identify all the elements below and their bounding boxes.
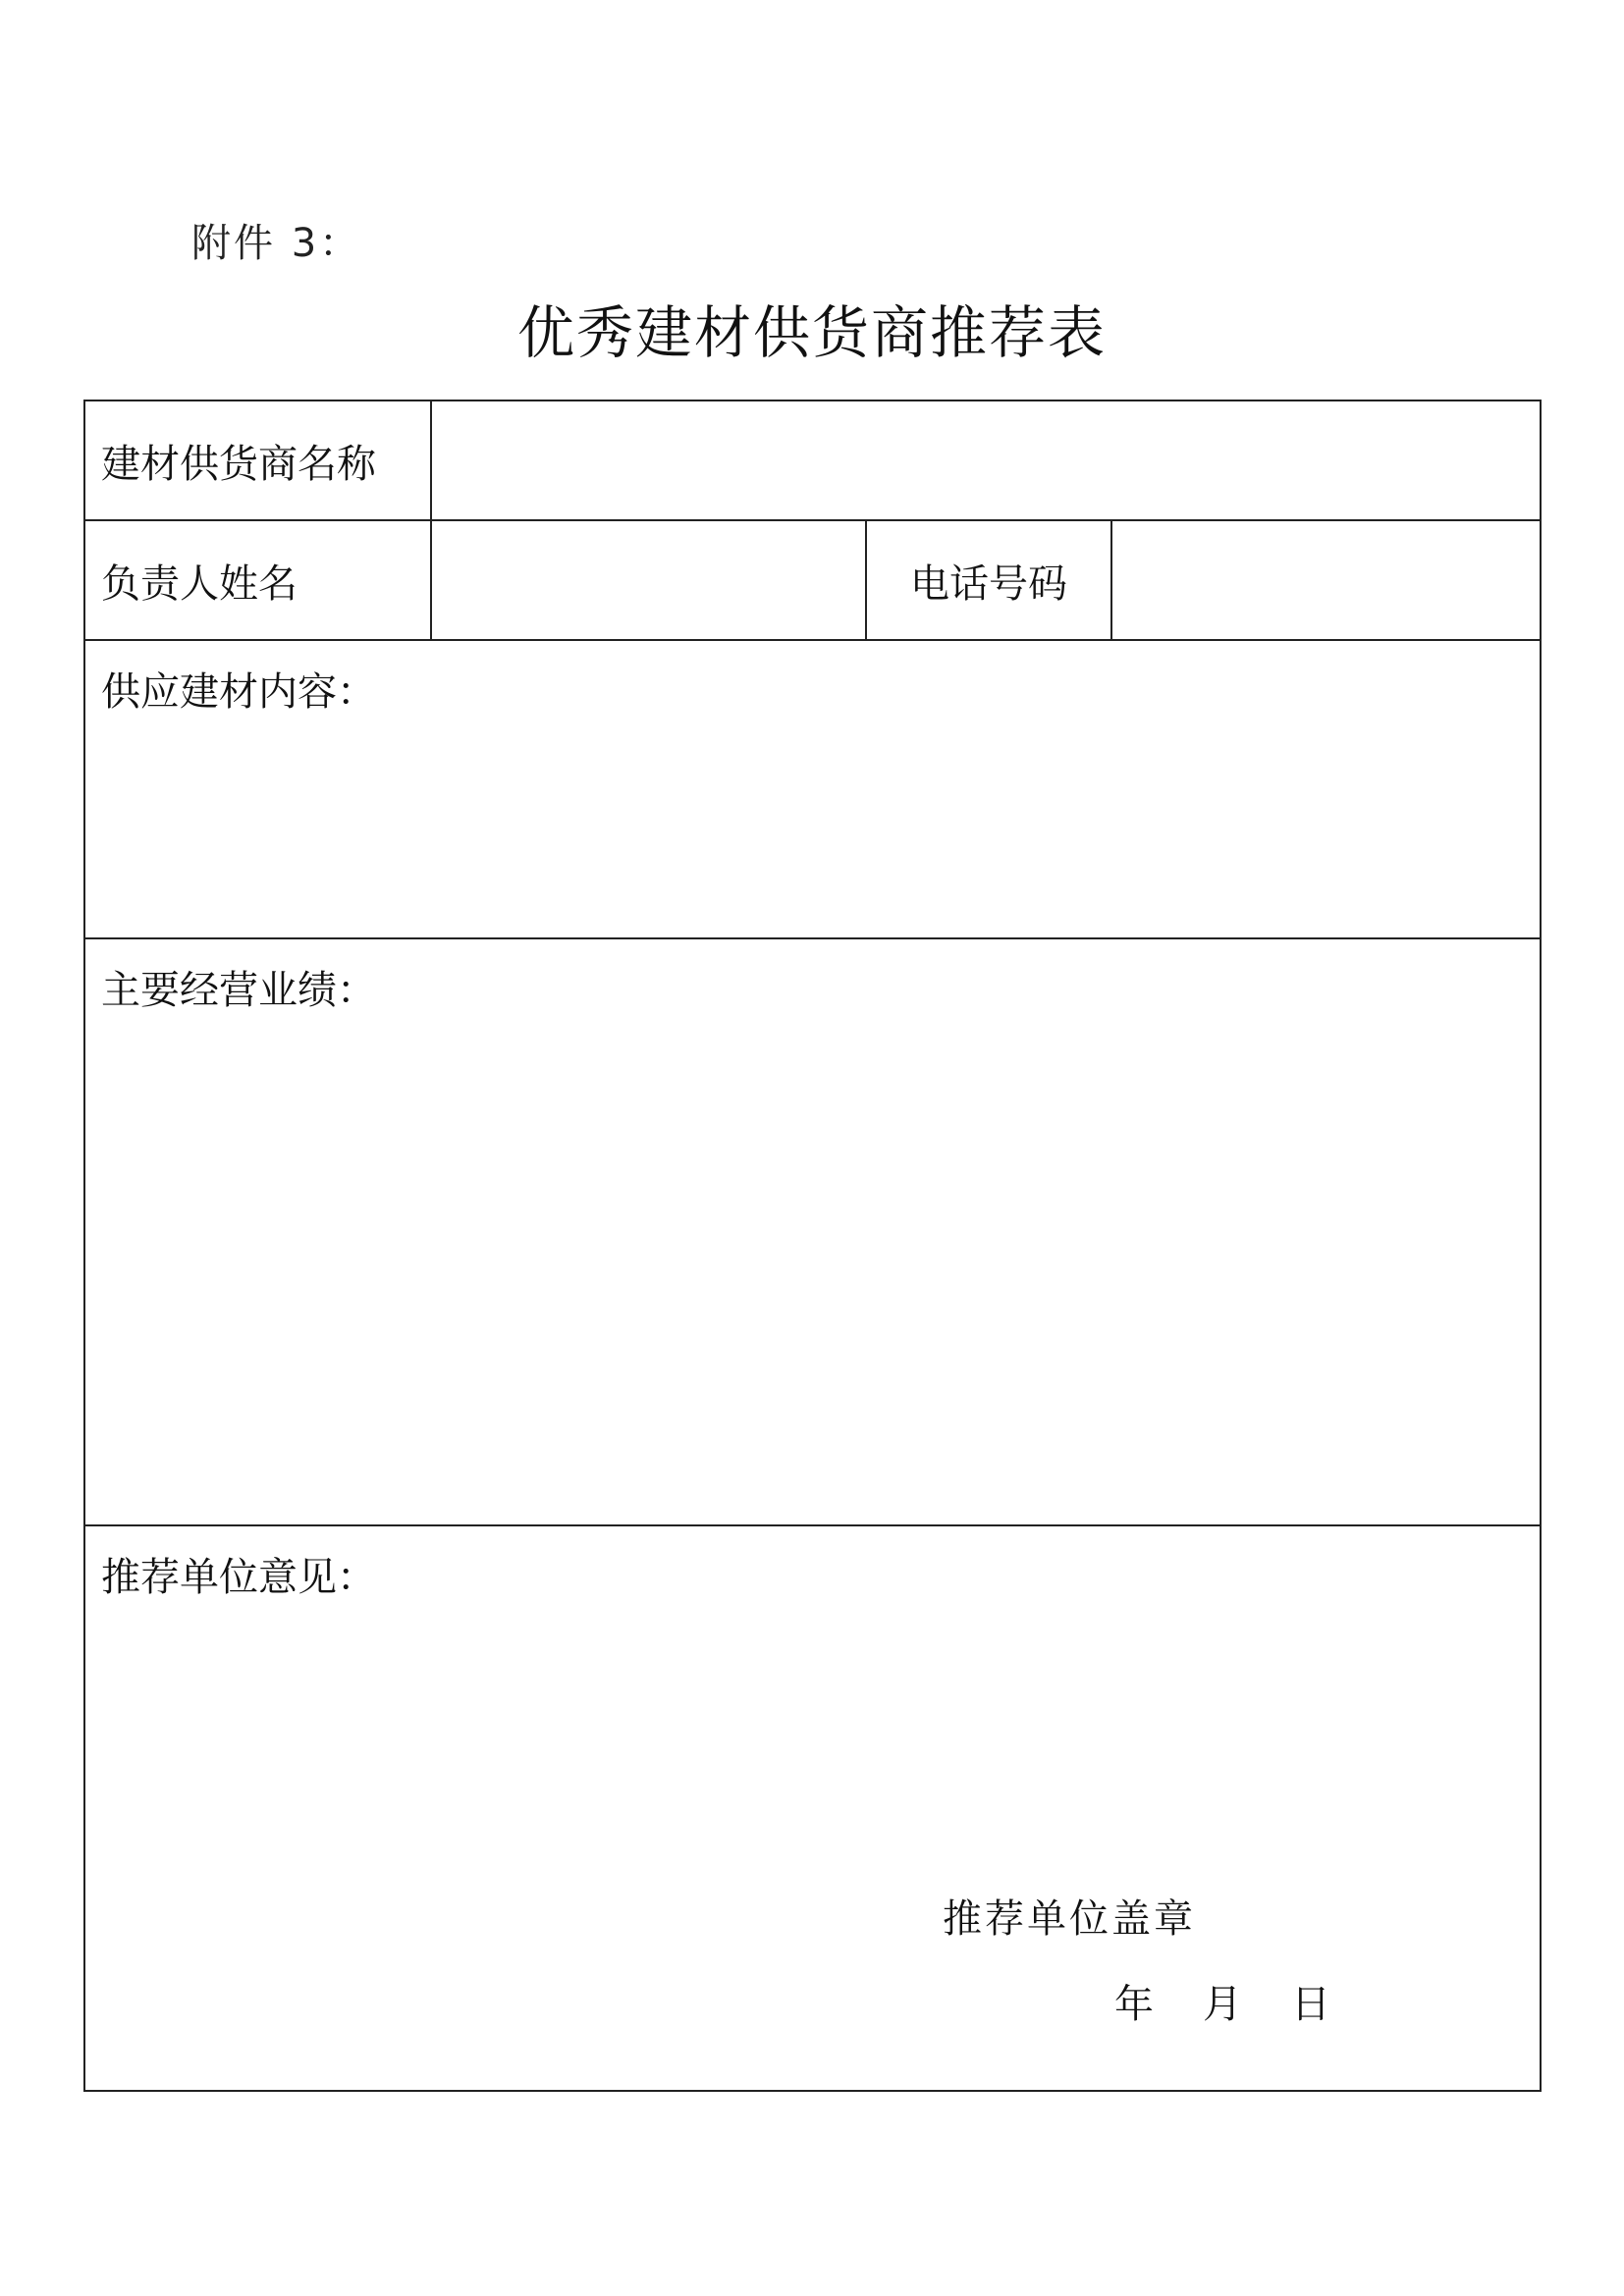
stamp-label: 推荐单位盖章 bbox=[943, 1896, 1196, 1942]
person-name-field[interactable] bbox=[431, 520, 866, 640]
performance-label: 主要经营业绩： bbox=[101, 967, 376, 1013]
day-label: 日 bbox=[1291, 1982, 1330, 2027]
year-label: 年 bbox=[1114, 1982, 1154, 2027]
performance-cell[interactable] bbox=[84, 938, 1541, 1526]
date-line bbox=[1114, 1973, 1330, 2029]
row-performance bbox=[84, 938, 1541, 1526]
row-materials bbox=[84, 640, 1541, 937]
row-supplier-name bbox=[84, 400, 1541, 520]
person-name-label: 负责人姓名 bbox=[84, 520, 431, 640]
supplier-name-field[interactable] bbox=[431, 400, 1541, 520]
opinion-label: 推荐单位意见： bbox=[101, 1555, 376, 1601]
month-label: 月 bbox=[1203, 1982, 1242, 2027]
attachment-label: 附件 3： bbox=[191, 221, 362, 266]
row-person-phone bbox=[84, 520, 1541, 640]
materials-label: 供应建材内容： bbox=[101, 669, 376, 716]
phone-field[interactable] bbox=[1111, 520, 1541, 640]
materials-cell[interactable] bbox=[84, 640, 1541, 937]
phone-label: 电话号码 bbox=[866, 520, 1111, 640]
supplier-name-label: 建材供货商名称 bbox=[84, 400, 431, 520]
recommendation-form-table bbox=[83, 400, 1542, 2092]
page-title: 优秀建材供货商推荐表 bbox=[516, 299, 1107, 366]
